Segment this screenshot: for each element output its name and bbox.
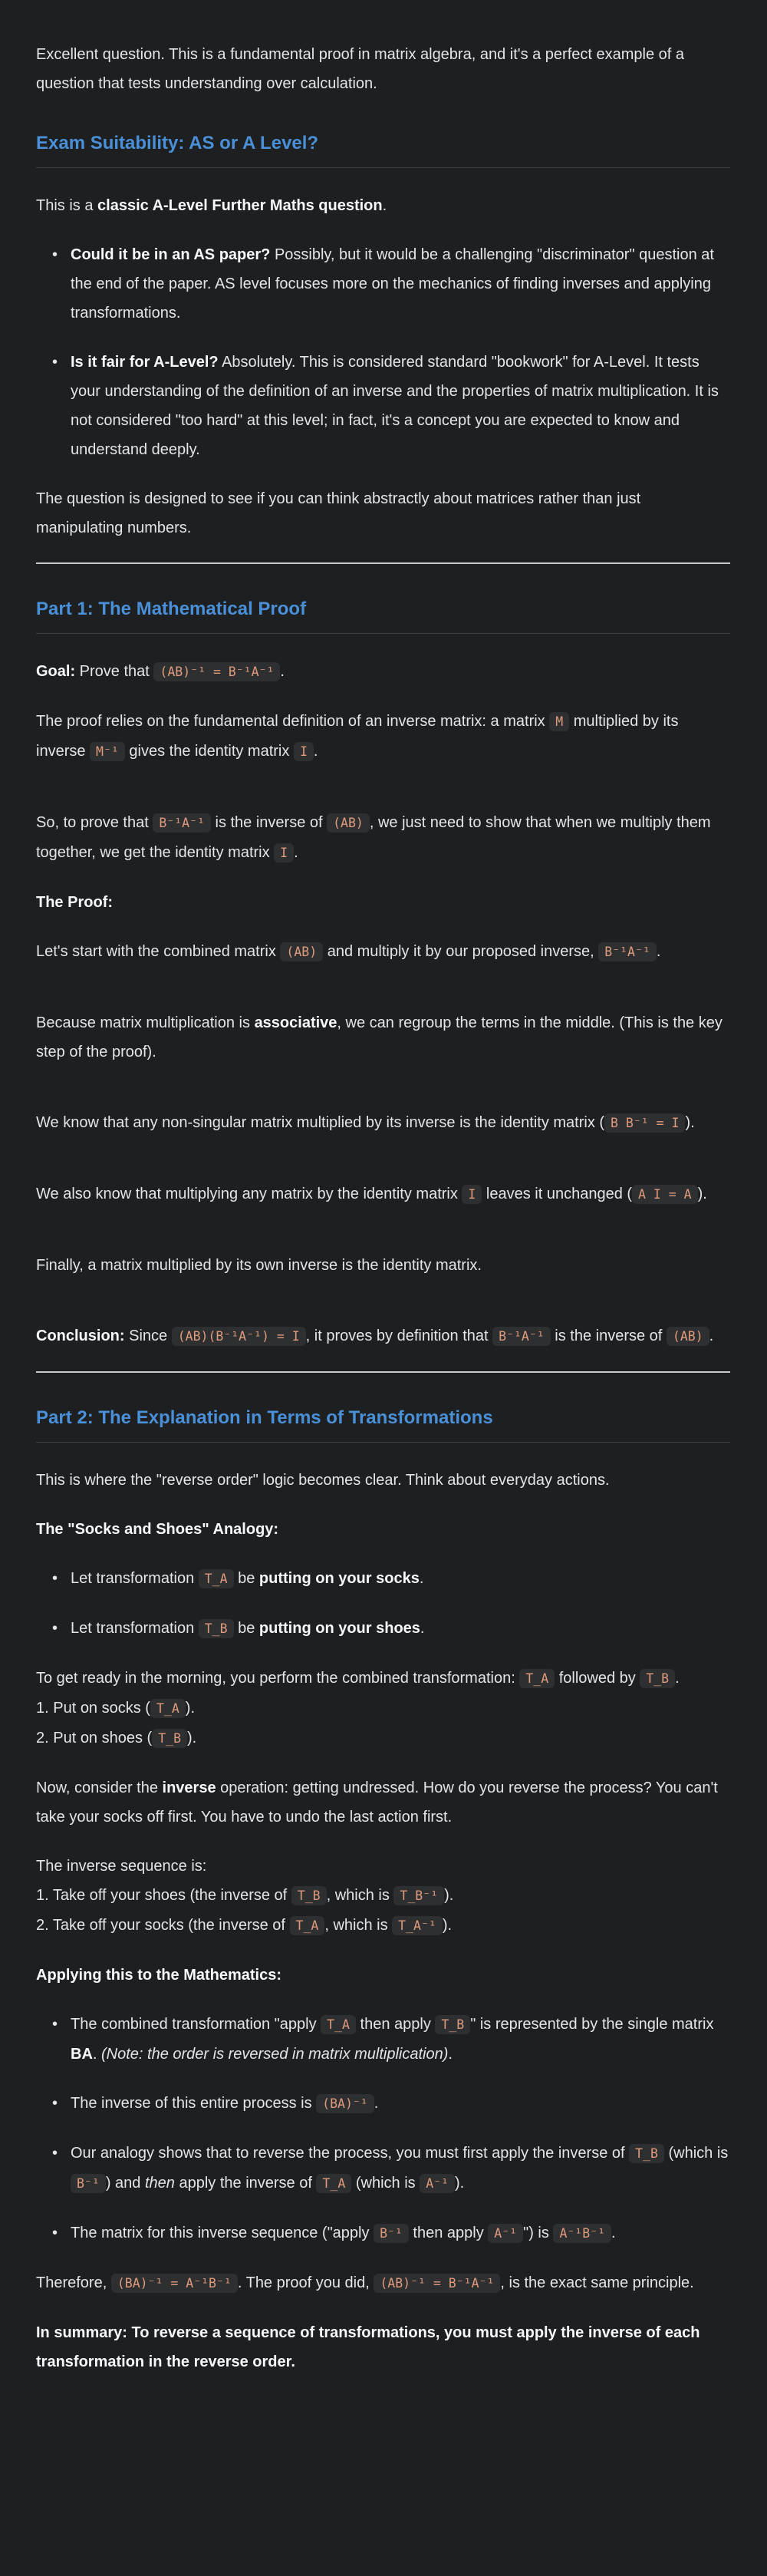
text-run: . xyxy=(448,2046,453,2063)
text-run: To get ready in the morning, you perform the combined transformation: xyxy=(36,1670,520,1687)
text-run: Our analogy shows that to reverse the process, you must first apply the inverse of xyxy=(71,2145,630,2162)
inline-code: B B⁻¹ = I xyxy=(604,1113,685,1133)
text-run: then apply xyxy=(408,2225,489,2241)
list-item xyxy=(36,1564,730,1594)
bold-text: Could it be in an AS paper? xyxy=(71,246,271,263)
text-run: 2. Take off your socks (the inverse of xyxy=(36,1917,290,1934)
text-run: 1. Put on socks ( xyxy=(36,1700,150,1717)
text-run: The inverse of this entire process is xyxy=(71,2095,317,2112)
italic-text: (Note: the order is reversed in matrix multiplication) xyxy=(101,2046,449,2063)
inline-code: T_A xyxy=(199,1569,234,1588)
text-run: 2. Put on shoes ( xyxy=(36,1730,153,1746)
text-run: ") is xyxy=(523,2225,554,2241)
bold-text: Conclusion: xyxy=(36,1328,125,1344)
heading-underline xyxy=(36,633,730,634)
text-run: (which is xyxy=(351,2175,420,2192)
inline-code: (BA)⁻¹ = A⁻¹B⁻¹ xyxy=(111,2274,238,2293)
paragraph xyxy=(36,888,730,917)
inline-code: A I = A xyxy=(632,1185,698,1204)
section-divider xyxy=(36,562,730,564)
paragraph xyxy=(36,1466,730,1495)
text-run: , it proves by definition that xyxy=(305,1328,493,1344)
heading-underline xyxy=(36,1442,730,1443)
paragraph xyxy=(36,808,730,868)
text-run: then apply xyxy=(355,2016,436,2033)
paragraph xyxy=(36,1773,730,1832)
paragraph xyxy=(36,707,730,767)
bullet-list xyxy=(36,240,730,464)
text-run: . xyxy=(382,197,387,214)
text-run: . xyxy=(420,1620,425,1637)
inline-code: M⁻¹ xyxy=(90,742,125,761)
text-run: ). xyxy=(455,2175,465,2192)
text-run: is the inverse of xyxy=(210,814,328,831)
inline-code: B⁻¹A⁻¹ xyxy=(492,1327,551,1346)
inline-code: T_B xyxy=(152,1729,187,1748)
list-item xyxy=(36,240,730,328)
text-run: gives the identity matrix xyxy=(124,743,294,760)
list-item xyxy=(36,2010,730,2069)
text-run: , which is xyxy=(326,1887,394,1904)
inline-code: M xyxy=(549,712,569,731)
text-run: . xyxy=(709,1328,714,1344)
paragraph xyxy=(36,1321,730,1351)
bullet-list xyxy=(36,2010,730,2248)
heading-underline xyxy=(36,167,730,168)
text-run: . xyxy=(374,2095,379,2112)
text-run: The combined transformation "apply xyxy=(71,2016,321,2033)
text-run: (which is xyxy=(663,2145,729,2162)
paragraph xyxy=(36,1852,730,1941)
inline-code: B⁻¹ xyxy=(71,2174,106,2193)
text-run: ) and xyxy=(105,2175,145,2192)
text-run: Because matrix multiplication is xyxy=(36,1014,255,1031)
bold-text: In summary: To reverse a sequence of transformations, you must apply the inverse of each transformation in the reverse order. xyxy=(36,2324,700,2370)
text-run: , we can regroup the terms in the middle. (This is the key step of the proof). xyxy=(36,1014,723,1060)
text-run: This is where the "reverse order" logic becomes clear. Think about everyday actions. xyxy=(36,1472,610,1489)
text-run: Excellent question. This is a fundamental proof in matrix algebra, and it's a perfect example of a question that tests understanding over calculation. xyxy=(36,46,685,92)
text-run: This is a xyxy=(36,197,98,214)
paragraph xyxy=(36,1664,730,1753)
paragraph xyxy=(36,1251,730,1280)
text-run: ). xyxy=(697,1186,707,1202)
paragraph xyxy=(36,657,730,687)
text-run: Since xyxy=(124,1328,172,1344)
text-run: We know that any non-singular matrix multiplied by its inverse is the identity matrix ( xyxy=(36,1114,605,1131)
inline-code: T_B⁻¹ xyxy=(393,1886,444,1905)
math-placeholder xyxy=(36,1087,730,1108)
text-run: be xyxy=(233,1620,259,1637)
math-placeholder xyxy=(36,1300,730,1321)
text-run: So, to prove that xyxy=(36,814,153,831)
paragraph xyxy=(36,1179,730,1209)
bold-text: putting on your shoes xyxy=(258,1620,420,1637)
paragraph xyxy=(36,484,730,543)
paragraph xyxy=(36,1515,730,1544)
text-run: . xyxy=(656,943,661,960)
text-run: is the inverse of xyxy=(550,1328,667,1344)
inline-code: A⁻¹B⁻¹ xyxy=(553,2224,611,2243)
section-heading: Part 1: The Mathematical Proof xyxy=(36,599,307,619)
inline-code: (AB) xyxy=(667,1327,709,1346)
inline-code: I xyxy=(274,843,294,863)
text-run: leaves it unchanged ( xyxy=(482,1186,633,1202)
text-run: . xyxy=(294,844,298,861)
inline-code: B⁻¹A⁻¹ xyxy=(598,942,657,961)
list-item xyxy=(36,2089,730,2119)
text-run: . xyxy=(313,743,318,760)
text-run: Let transformation xyxy=(71,1570,199,1587)
list-item xyxy=(36,1614,730,1644)
text-run: The proof relies on the fundamental definition of an inverse matrix: a matrix xyxy=(36,713,550,730)
math-placeholder xyxy=(36,787,730,808)
bold-text: The Proof: xyxy=(36,894,113,911)
text-run: 1. Take off your shoes (the inverse of xyxy=(36,1887,291,1904)
inline-code: T_B xyxy=(435,2015,470,2034)
text-run: ). xyxy=(187,1730,197,1746)
text-run: , is the exact same principle. xyxy=(500,2274,694,2291)
bold-text: Goal: xyxy=(36,663,76,680)
inline-code: (AB) xyxy=(327,813,370,833)
section-heading: Exam Suitability: AS or A Level? xyxy=(36,133,319,153)
inline-code: I xyxy=(294,742,314,761)
text-run: Let transformation xyxy=(71,1620,199,1637)
text-run: Therefore, xyxy=(36,2274,111,2291)
text-run: Prove that xyxy=(75,663,154,680)
text-run: ). xyxy=(185,1700,195,1717)
bold-text: classic A-Level Further Maths question xyxy=(97,197,383,214)
text-run: , which is xyxy=(324,1917,393,1934)
text-run: . xyxy=(675,1670,680,1687)
inline-code: B⁻¹ xyxy=(374,2224,409,2243)
list-item xyxy=(36,2139,730,2198)
text-run: ). xyxy=(685,1114,695,1131)
inline-code: A⁻¹ xyxy=(420,2174,455,2193)
text-run: and multiply it by our proposed inverse, xyxy=(323,943,599,960)
paragraph xyxy=(36,1108,730,1138)
section-divider xyxy=(36,1371,730,1373)
text-run: We also know that multiplying any matrix by the identity matrix xyxy=(36,1186,463,1202)
inline-code: (AB)(B⁻¹A⁻¹) = I xyxy=(172,1327,306,1346)
bold-text: The "Socks and Shoes" Analogy: xyxy=(36,1521,279,1538)
list-item xyxy=(36,348,730,464)
inline-code: T_B xyxy=(199,1619,234,1638)
bold-text: Is it fair for A-Level? xyxy=(71,354,219,371)
paragraph xyxy=(36,1008,730,1067)
inline-code: I xyxy=(462,1185,482,1204)
text-run: The question is designed to see if you can think abstractly about matrices rather than just manipulating numbers. xyxy=(36,490,641,536)
text-run: . xyxy=(280,663,285,680)
inline-code: (AB) xyxy=(280,942,323,961)
bold-text: associative xyxy=(254,1014,337,1031)
paragraph xyxy=(36,1961,730,1990)
text-run: " is represented by the single matrix xyxy=(470,2016,714,2033)
text-run: The matrix for this inverse sequence ("apply xyxy=(71,2225,374,2241)
text-run: Possibly, but it would be a challenging "discriminator" question at the end of the paper. AS level focuses more on the mechanics of finding inverses and applying transformations. xyxy=(71,246,714,322)
italic-text: then xyxy=(144,2175,175,2192)
math-placeholder xyxy=(36,1158,730,1179)
inline-code: T_B xyxy=(640,1669,675,1688)
paragraph xyxy=(36,937,730,967)
inline-code: A⁻¹ xyxy=(488,2224,523,2243)
text-run: . xyxy=(611,2225,616,2241)
inline-code: (AB)⁻¹ = B⁻¹A⁻¹ xyxy=(153,662,280,681)
inline-code: T_A xyxy=(321,2015,356,2034)
bold-text: inverse xyxy=(162,1779,216,1796)
text-run: Absolutely. This is considered standard "bookwork" for A-Level. It tests your understanding of the definition of an inverse and the properties of matrix multiplication. It is not considered "too hard" at this level; in fact, it's a concept you are expected to know and understand deeply. xyxy=(71,354,719,458)
math-placeholder xyxy=(36,987,730,1008)
text-run: operation: getting undressed. How do you reverse the process? You can't take your socks off first. You have to undo the last action first. xyxy=(36,1779,718,1826)
inline-code: T_B xyxy=(291,1886,327,1905)
inline-code: (BA)⁻¹ xyxy=(316,2094,374,2113)
text-run: ). xyxy=(442,1917,453,1934)
inline-code: T_A xyxy=(519,1669,555,1688)
paragraph xyxy=(36,2318,730,2376)
inline-code: B⁻¹A⁻¹ xyxy=(153,813,211,833)
text-run: , we just need to show that when we multiply them together, we get the identity matrix xyxy=(36,814,711,861)
text-run: . The proof you did, xyxy=(237,2274,374,2291)
text-run: . xyxy=(419,1570,424,1587)
bold-text: putting on your socks xyxy=(258,1570,420,1587)
text-run: be xyxy=(233,1570,259,1587)
text-run: followed by xyxy=(555,1670,640,1687)
text-run: apply the inverse of xyxy=(174,2175,317,2192)
text-run: ). xyxy=(444,1887,454,1904)
text-run: Let's start with the combined matrix xyxy=(36,943,281,960)
paragraph xyxy=(36,191,730,220)
inline-code: T_B xyxy=(629,2144,664,2163)
math-placeholder xyxy=(36,1229,730,1251)
inline-code: T_A xyxy=(290,1916,325,1935)
text-run: Finally, a matrix multiplied by its own inverse is the identity matrix. xyxy=(36,1257,482,1274)
bold-text: BA xyxy=(71,2046,93,2063)
text-run: The inverse sequence is: xyxy=(36,1858,207,1875)
text-run: multiplied by its inverse xyxy=(36,713,679,760)
text-run: Now, consider the xyxy=(36,1779,163,1796)
paragraph xyxy=(36,2268,730,2298)
bold-text: Applying this to the Mathematics: xyxy=(36,1967,282,1984)
inline-code: T_A⁻¹ xyxy=(392,1916,443,1935)
text-run: . xyxy=(92,2046,102,2063)
section-heading: Part 2: The Explanation in Terms of Transformations xyxy=(36,1407,493,1428)
inline-code: T_A xyxy=(316,2174,351,2193)
inline-code: T_A xyxy=(150,1699,186,1718)
paragraph xyxy=(36,40,730,98)
inline-code: (AB)⁻¹ = B⁻¹A⁻¹ xyxy=(374,2274,500,2293)
list-item xyxy=(36,2218,730,2248)
bullet-list xyxy=(36,1564,730,1644)
